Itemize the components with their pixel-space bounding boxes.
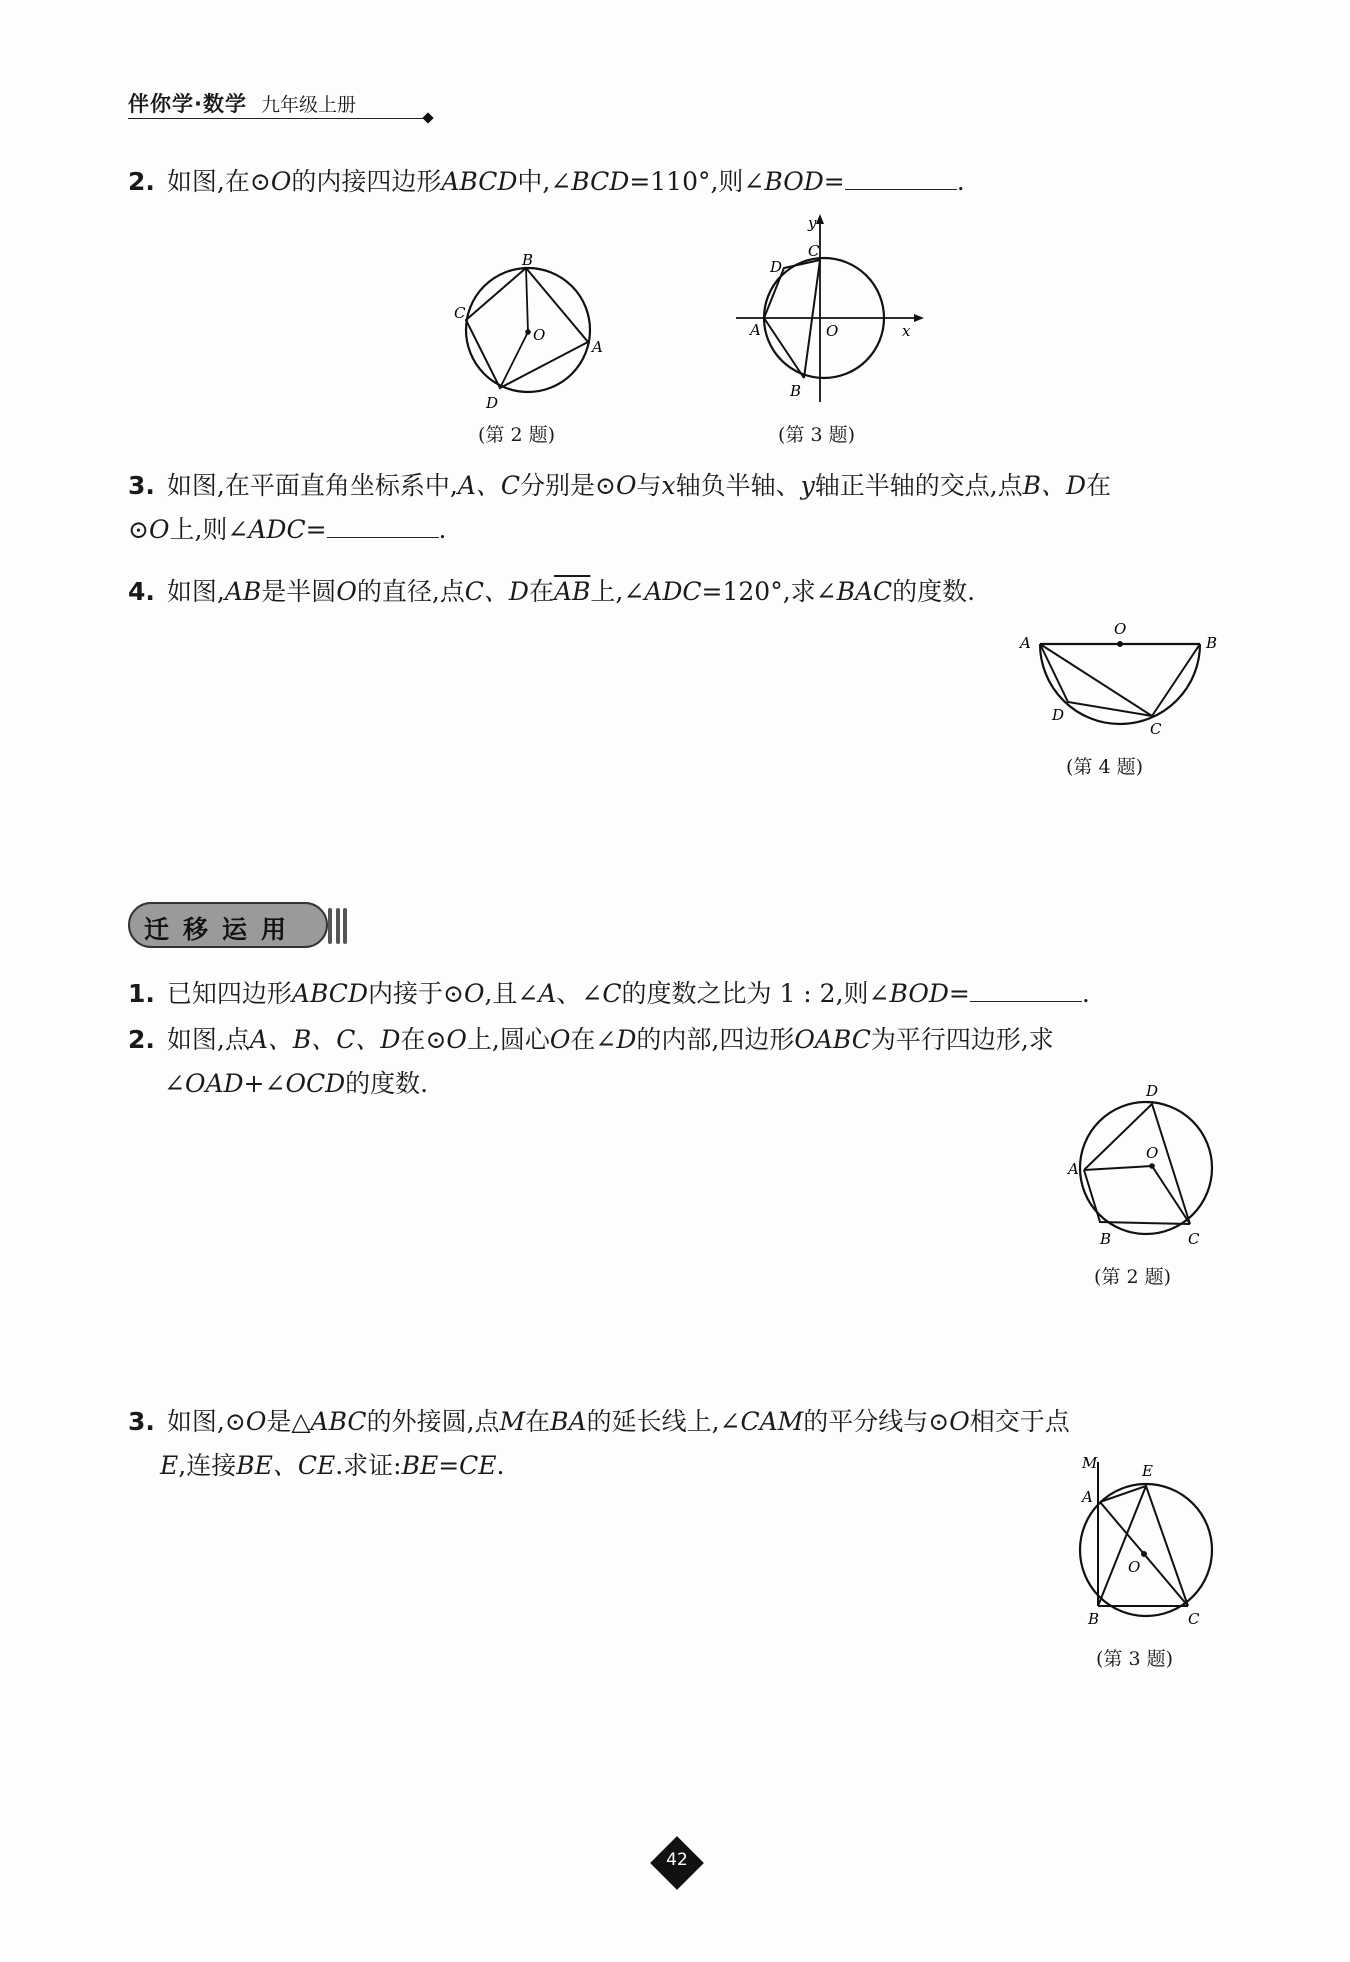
caption-transfer-q3: (第 3 题) [1096, 1648, 1173, 1670]
section-pill: 迁移运用 [128, 902, 328, 948]
label-B: B [1206, 634, 1218, 652]
label-O: O [826, 322, 839, 340]
section-title [128, 902, 346, 950]
header-book: 九年级上册 [260, 94, 356, 116]
transfer-question-1: 1. 已知四边形ABCD内接于⊙O,且∠A、∠C的度数之比为 1 : 2,则∠BOD= . [128, 979, 1090, 1008]
figure-transfer-q2 [1060, 1082, 1240, 1252]
caption-q4: (第 4 题) [1066, 756, 1143, 778]
label-B: B [790, 382, 802, 400]
question-2: 2. 如图,在⊙O的内接四边形ABCD中,∠BCD=110°,则∠BOD= . [128, 167, 965, 196]
question-3: 3. 如图,在平面直角坐标系中,A、C分别是⊙O与x轴负半轴、y轴正半轴的交点,点B、D在 ⊙O上,则∠ADC= . [128, 471, 1112, 544]
label-D: D [1052, 706, 1065, 724]
question-number: 4. [128, 577, 155, 606]
circle [1080, 1484, 1212, 1616]
label-C: C [1150, 720, 1162, 738]
label-B: B [1100, 1230, 1112, 1248]
question-number: 1. [128, 979, 155, 1008]
figure-q2 [440, 240, 620, 410]
label-C: C [808, 242, 820, 260]
label-D: D [770, 258, 783, 276]
question-number: 3. [128, 1407, 155, 1436]
label-M: M [1082, 1454, 1098, 1472]
header-rule [128, 118, 428, 119]
caption-q2: (第 2 题) [478, 424, 555, 446]
label-A: A [1020, 634, 1031, 652]
label-C: C [1188, 1230, 1200, 1248]
label-O: O [1114, 620, 1127, 638]
arc-AB: $\overline{AB}$ [553, 577, 591, 606]
answer-blank[interactable] [970, 979, 1082, 1002]
label-y: y [808, 214, 817, 232]
header-brand: 伴你学·数学 [128, 92, 247, 116]
question-number: 2. [128, 167, 155, 196]
answer-blank[interactable] [845, 167, 957, 190]
circle [1080, 1102, 1212, 1234]
label-A: A [592, 338, 603, 356]
label-E: E [1142, 1462, 1153, 1480]
question-4: 4. 如图,AB是半圆O的直径,点C、D在$\overline{AB}$上,∠ADC=120°,求∠BAC的度数. [128, 577, 976, 606]
label-A: A [750, 321, 761, 339]
label-D: D [1146, 1082, 1159, 1100]
caption-transfer-q2: (第 2 题) [1094, 1266, 1171, 1288]
header-diamond-icon [422, 112, 433, 123]
page-header [128, 88, 428, 118]
page-number: 42 [652, 1838, 702, 1888]
transfer-question-3: 3. 如图,⊙O是△ABC的外接圆,点M在BA的延长线上,∠CAM的平分线与⊙O相交于点 E,连接BE、CE.求证:BE=CE. [128, 1407, 1070, 1480]
label-B: B [1088, 1610, 1100, 1628]
figure-q4 [1010, 618, 1230, 738]
transfer-question-2: 2. 如图,点A、B、C、D在⊙O上,圆心O在∠D的内部,四边形OABC为平行四边形,求 ∠OAD+∠OCD的度数. [128, 1025, 1054, 1098]
label-C: C [454, 304, 466, 322]
label-C: C [1188, 1610, 1200, 1628]
label-x: x [902, 322, 911, 340]
question-number: 2. [128, 1025, 155, 1054]
figure-q3 [730, 210, 930, 410]
answer-blank[interactable] [327, 515, 439, 538]
figure-transfer-q3 [1066, 1450, 1246, 1630]
label-B: B [522, 251, 534, 269]
label-O: O [1146, 1144, 1159, 1162]
label-O: O [533, 326, 546, 344]
label-A: A [1068, 1160, 1079, 1178]
question-number: 3. [128, 471, 155, 500]
label-A: A [1082, 1488, 1093, 1506]
label-D: D [486, 394, 499, 410]
label-O: O [1128, 1558, 1141, 1576]
caption-q3: (第 3 题) [778, 424, 855, 446]
